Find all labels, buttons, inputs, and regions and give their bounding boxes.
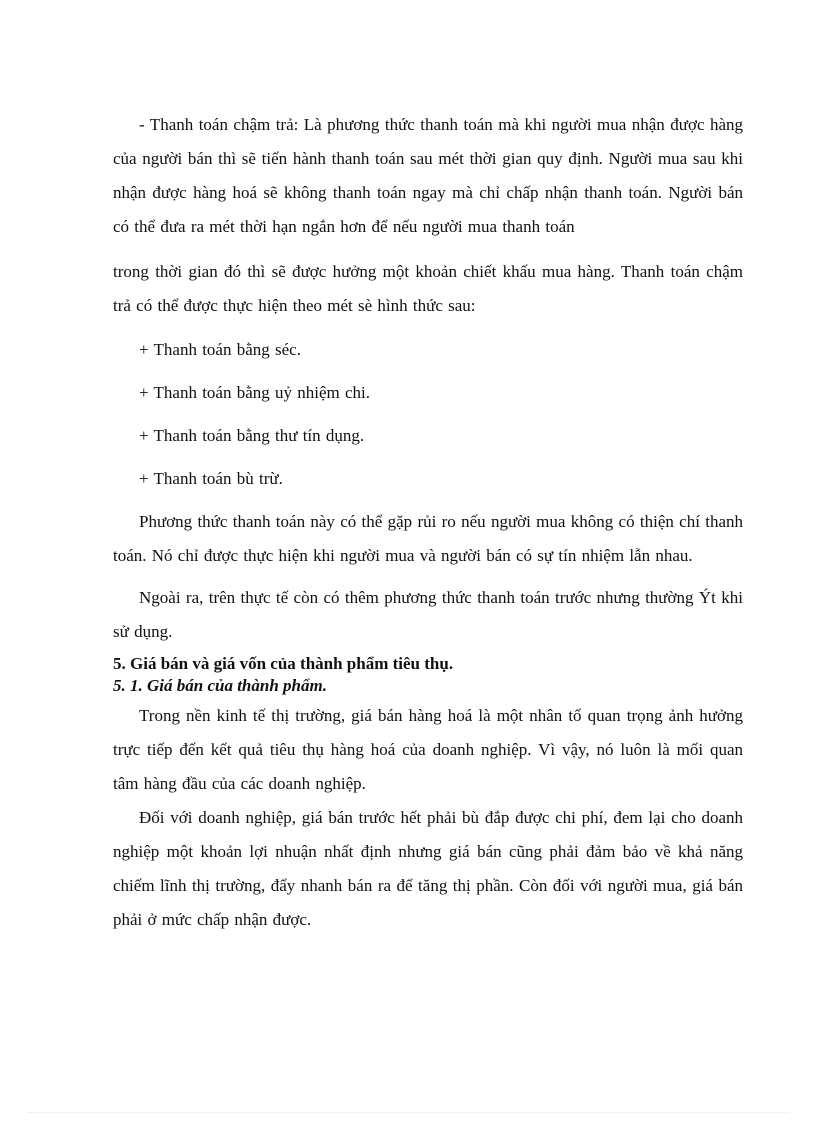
subsection-heading: 5. 1. Giá bán của thành phẩm. [113, 676, 327, 695]
paragraph-other-methods: Ngoài ra, trên thực tế còn có thêm phương thức thanh toán trước nhưng thường Ýt khi sử dụng. [113, 588, 743, 641]
document-body [113, 108, 743, 937]
paragraph-market-price: Trong nền kinh tế thị trường, giá bán hàng hoá là một nhân tố quan trọng ảnh hưởng trực tiếp đến kết quả tiêu thụ hàng hoá của doanh nghiệp. Vì vậy, nó luôn là mối quan tâm hàng đầu của các doanh nghiệp. [113, 706, 743, 793]
bullet-cheque: + Thanh toán bằng séc. [139, 340, 301, 359]
bullet-letter-of-credit: + Thanh toán bằng thư tín dụng. [139, 426, 365, 445]
section-heading: 5. Giá bán và giá vốn của thành phẩm tiêu thụ. [113, 654, 454, 673]
bullet-offset: + Thanh toán bù trừ. [139, 469, 283, 488]
paragraph-risk: Phương thức thanh toán này có thể gặp rủi ro nếu người mua không có thiện chí thanh toán. Nó chỉ được thực hiện khi người mua và người bán có sự tín nhiệm lẫn nhau. [113, 512, 743, 565]
bullet-payment-order: + Thanh toán bằng uỷ nhiệm chi. [139, 383, 371, 402]
paragraph-deferred-payment: - Thanh toán chậm trả: Là phương thức thanh toán mà khi người mua nhận được hàng của người bán thì sẽ tiến hành thanh toán sau mét thời gian quy định. Người mua sau khi nhận được hàng hoá sẽ không thanh toán ngay mà chỉ chấp nhận thanh toán. Người bán có thể đưa ra mét thời hạn ngắn hơn để nếu người mua thanh toán [113, 115, 743, 236]
paragraph-deferred-payment-continued: trong thời gian đó thì sẽ được hưởng một khoản chiết khấu mua hàng. Thanh toán chậm trả có thể được thực hiện theo mét sè hình thức sau: [113, 262, 743, 315]
page-bottom-divider [28, 1112, 788, 1113]
paragraph-enterprise-price: Đối với doanh nghiệp, giá bán trước hết phải bù đắp được chi phí, đem lại cho doanh nghiệp một khoản lợi nhuận nhất định nhưng giá bán cũng phải đảm bảo về khả năng chiếm lĩnh thị trường, đẩy nhanh bán ra để tăng thị phần. Còn đối với người mua, giá bán phải ở mức chấp nhận được. [113, 808, 743, 929]
